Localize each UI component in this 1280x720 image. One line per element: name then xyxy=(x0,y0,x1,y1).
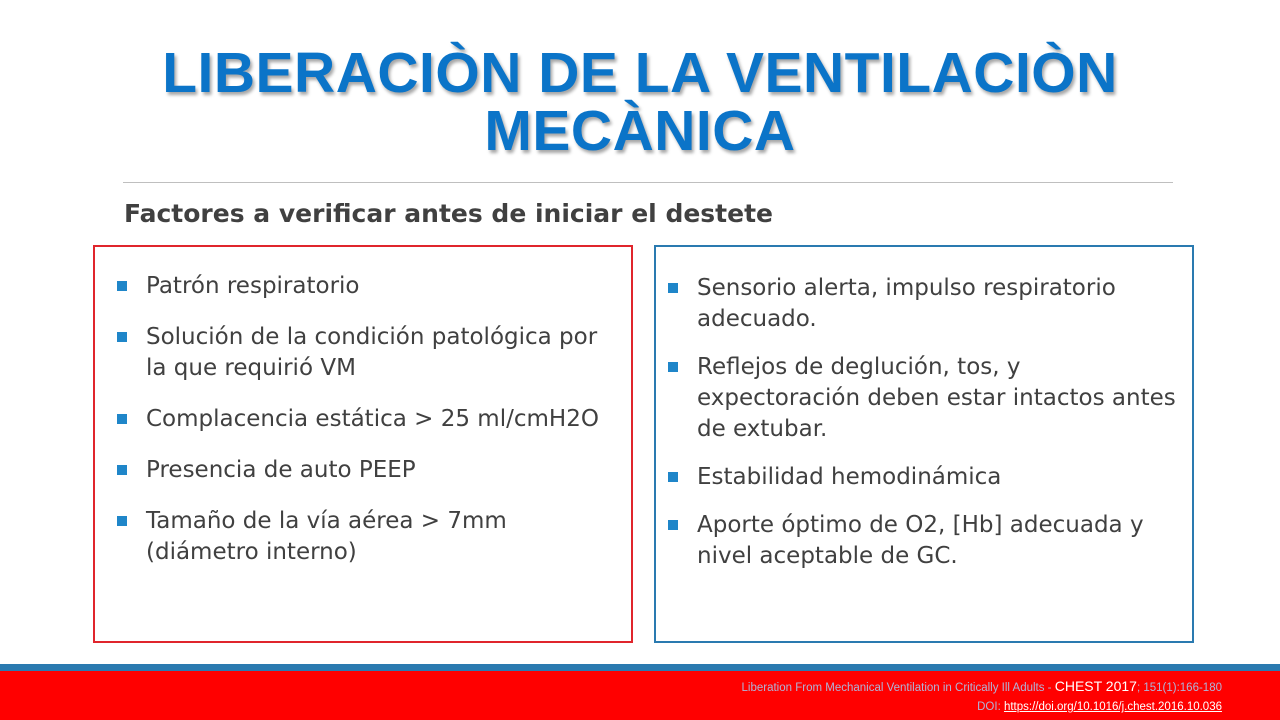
slide-title-line-1: LIBERACIÒN DE LA VENTILACIÒN xyxy=(162,41,1118,105)
list-item xyxy=(115,506,615,568)
slide-subtitle: Factores a verificar antes de iniciar el destete xyxy=(124,199,773,228)
citation-volume: ; 151(1):166-180 xyxy=(1136,682,1222,694)
list-item xyxy=(115,404,615,435)
square-bullet-icon xyxy=(668,283,678,293)
list-item-text: Solución de la condición patológica por la que requirió VM xyxy=(146,324,598,381)
square-bullet-icon xyxy=(117,414,127,424)
list-item-text: Sensorio alerta, impulso respiratorio adecuado. xyxy=(697,275,1116,332)
footer-citation xyxy=(742,677,1222,717)
doi-link[interactable]: https://doi.org/10.1016/j.chest.2016.10.036 xyxy=(1003,701,1222,713)
square-bullet-icon xyxy=(668,472,678,482)
citation-journal: CHEST 2017 xyxy=(1054,678,1137,694)
list-item xyxy=(666,510,1186,572)
list-item xyxy=(115,322,615,384)
list-item-text: Complacencia estática > 25 ml/cmH2O xyxy=(146,406,599,432)
square-bullet-icon xyxy=(668,520,678,530)
list-item xyxy=(115,271,615,302)
square-bullet-icon xyxy=(668,362,678,372)
list-item xyxy=(666,352,1186,445)
square-bullet-icon xyxy=(117,281,127,291)
list-item xyxy=(115,455,615,486)
doi-line xyxy=(742,698,1222,717)
left-factors-box xyxy=(93,245,633,643)
list-item-text: Reflejos de deglución, tos, y expectoración deben estar intactos antes de extubar. xyxy=(697,354,1176,442)
citation-line xyxy=(742,677,1222,698)
list-item-text: Presencia de auto PEEP xyxy=(146,457,416,483)
list-item xyxy=(666,273,1186,335)
list-item xyxy=(666,462,1186,493)
right-factors-box xyxy=(654,245,1194,643)
left-factors-list xyxy=(115,271,615,588)
citation-article: Liberation From Mechanical Ventilation in Critically Ill Adults - xyxy=(741,682,1052,694)
slide-title xyxy=(40,41,1240,163)
square-bullet-icon xyxy=(117,332,127,342)
list-item-text: Estabilidad hemodinámica xyxy=(697,464,1002,490)
doi-label: DOI: xyxy=(977,701,1001,713)
title-divider xyxy=(123,182,1173,183)
square-bullet-icon xyxy=(117,465,127,475)
right-factors-list xyxy=(666,273,1186,589)
list-item-text: Patrón respiratorio xyxy=(146,273,360,299)
slide-title-line-2: MECÀNICA xyxy=(484,99,796,163)
footer-blue-stripe xyxy=(0,664,1280,671)
list-item-text: Aporte óptimo de O2, [Hb] adecuada y nivel aceptable de GC. xyxy=(697,512,1144,569)
square-bullet-icon xyxy=(117,516,127,526)
list-item-text: Tamaño de la vía aérea > 7mm (diámetro interno) xyxy=(146,508,507,565)
